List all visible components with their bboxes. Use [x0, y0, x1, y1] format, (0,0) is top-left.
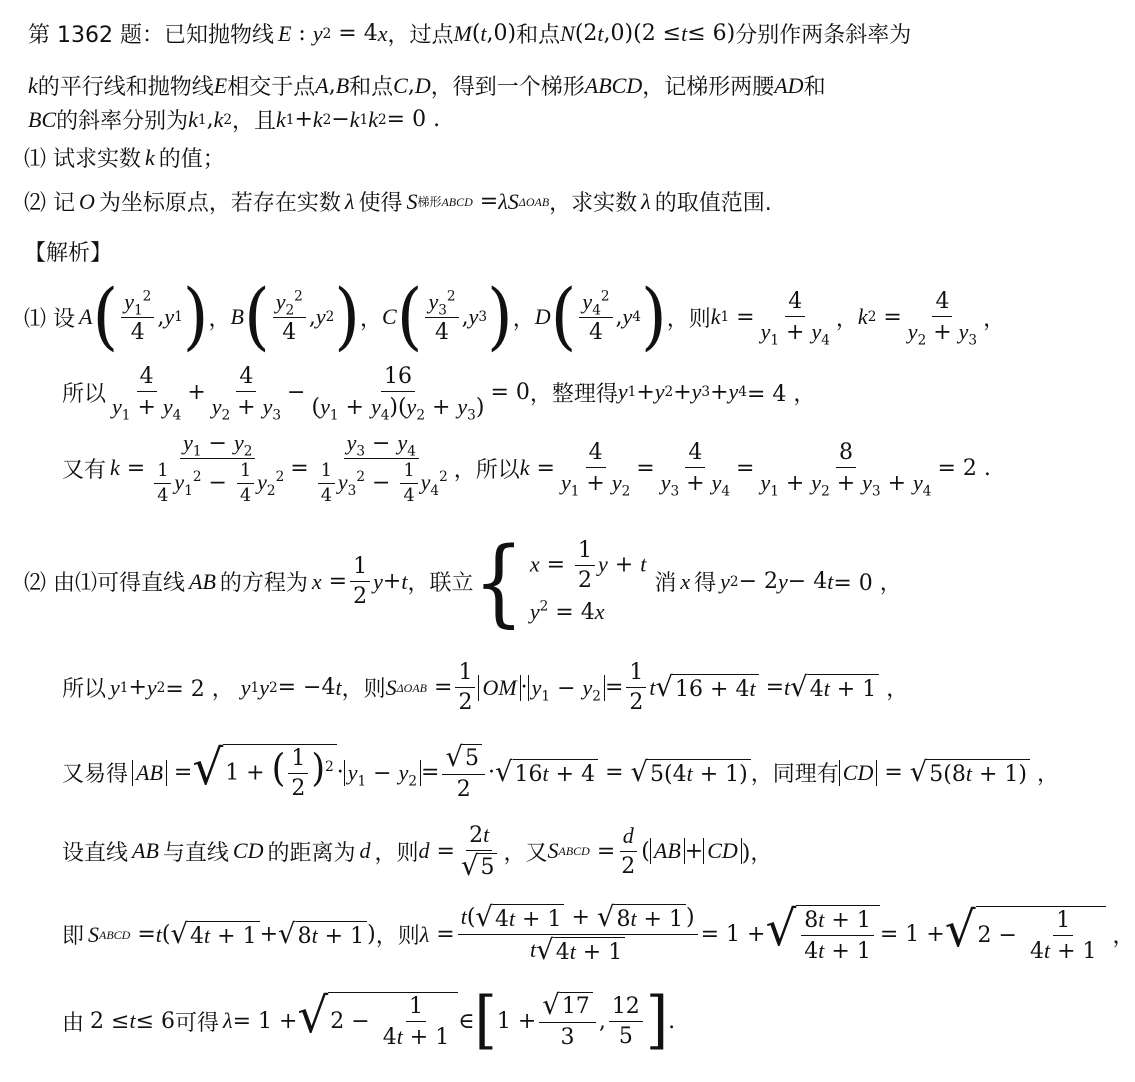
solution-part2-line3: 又易得 AB = √ 1 + ( $\frac{1}{2}$ )$^2$ · $y_1 - y_2$ = √ 5 2 · √ 16t + 4 = √ 5(4t + 1) ，同理有 CD = √ 5(8t + 1) ， — [62, 740, 1059, 802]
problem-text: 的斜率分别为 — [56, 109, 189, 134]
question-2-text: ⑵ 记 — [24, 191, 75, 216]
problem-text: ，记梯形两腰 — [642, 75, 775, 100]
problem-mid: ，过点 — [387, 23, 454, 48]
part2-joint-text: ，联立 — [407, 571, 474, 596]
question-1-end: 的值； — [158, 147, 225, 172]
problem-text: ，且 — [232, 109, 277, 134]
problem-and: 和点 — [516, 23, 561, 48]
same-text: ，同理有 — [750, 762, 839, 788]
also-have-text: 又有 — [62, 457, 107, 483]
solution-part1-line2: 所以 $\frac{4}{y_1 + y_4}$ + $\frac{4}{y_2 + y_3}$ − $\frac{16}{(y_1 + y_4)(y_2 + y_3)}$ = 0 ，整理得 y 1 + y 2 + y 3 + y 4 = 4 ， — [62, 364, 816, 424]
so-text-2: 所以 — [62, 677, 107, 702]
problem-line-3: BC 的斜率分别为 k 1 , k 2 ，且 k 1 + k 2 − k 1 k 2 = 0 . — [28, 104, 440, 135]
part2-get-text: 得 — [694, 571, 717, 596]
solution-part2-line6: 由 2 ≤ t ≤ 6 可得 λ = 1 + √ 2 − $\frac{1}{4t + 1}$ ∈ [ 1 + √ 17 3 , $\frac{12}{5}$ ] . — [62, 984, 676, 1057]
part2-eq-text: 的方程为 — [219, 571, 308, 596]
question-2-text: 为坐标原点，若存在实数 — [98, 191, 341, 216]
so-text: 所以 — [62, 381, 107, 407]
solution-part2-line1: ⑵ 由⑴可得直线 AB 的方程为 x = $\frac{1}{2}$ y + t ，联立 { x = $\frac{1}{2}$ y + t $y^2 = 4x$ 消 x 得 y 2 − 2 y − 4 t = 0 ， — [24, 525, 902, 638]
ie-text: 即 — [62, 924, 85, 949]
dist-text: 与直线 — [162, 840, 229, 866]
part2-label: ⑵ 由⑴可得直线 — [24, 571, 185, 596]
from-get-text: 可得 — [175, 1010, 220, 1036]
problem-text: 的平行线和抛物线 — [37, 75, 214, 100]
part2-elim-text: 消 — [654, 571, 677, 596]
problem-lead: 第 1362 题：已知抛物线 — [28, 23, 274, 48]
ie-then-text: ，则 — [375, 924, 420, 949]
so-k-text: ，所以 — [453, 457, 520, 483]
part2-then-text: ，则 — [341, 677, 386, 702]
problem-line-1: 第 1362 题：已知抛物线 E : y 2 = 4 x ，过点 M ( t ,0) 和点 N (2 t ,0)(2 ≤ t ≤ 6) 分别作两条斜率为 — [28, 18, 911, 49]
question-1-text: ⑴ 试求实数 — [24, 147, 141, 172]
solution-header-text: 【解析】 — [24, 241, 113, 266]
problem-text: 相交于点 — [227, 75, 316, 100]
part1-then: ，则 — [666, 306, 711, 332]
dist-text: ，则 — [374, 840, 419, 866]
question-2-text: ，求实数 — [549, 191, 638, 216]
problem-text: ，得到一个梯形 — [430, 75, 585, 100]
problem-text: 和点 — [349, 75, 394, 100]
dist-text: 设直线 — [62, 840, 129, 866]
solution-part1-line1: ⑴ 设 A ( $\frac{y_1^2}{4}$ , y 1 ) ， B ( $\frac{y_2^2}{4}$ , y 2 ) ， C ( $\frac{y_3^2}{4}$ , y 3 ) ， D ( $\frac{y_4^2}{4}$ , y 4 ) ，则 k 1 = $\frac{4}{y_1 + y_4}$ ， k 2 = $\frac{4}{y_2 + y_3}$ ， — [24, 274, 1006, 359]
solution-header — [24, 236, 112, 267]
from-text: 由 — [62, 1010, 85, 1036]
easy-text: 又易得 — [62, 762, 129, 788]
problem-end: 分别作两条斜率为 — [735, 23, 912, 48]
problem-text: 和 — [803, 75, 826, 100]
part1-label: ⑴ 设 — [24, 306, 75, 332]
question-2-text: 使得 — [358, 191, 403, 216]
solution-part2-line2: 所以 y 1 + y 2 = 2 ， y 1 y 2 = −4 t ，则 S ΔOAB = $\frac{1}{2}$ OM · $y_1 - y_2$ = $\frac{1}{2}$ t √ 16 + 4t = t √ 4t + 1 ， — [62, 660, 909, 715]
question-2: ⑵ 记 O 为坐标原点，若存在实数 λ 使得 S 梯形 ABCD = λS ΔOAB ，求实数 λ 的取值范围. — [24, 186, 772, 217]
problem-line-2: k 的平行线和抛物线 E 相交于点 A , B 和点 C , D ，得到一个梯形 ABCD ，记梯形两腰 AD 和 — [28, 70, 826, 101]
dist-text: ，又 — [503, 840, 548, 866]
solution-part2-line5: 即 S ABCD = t ( √ 4t + 1 + √ 8t + 1 ) ，则 λ = t( √ 4t + 1 + √ 8t + 1 ) t √ 4t + 1 = 1 + √ $\frac{8t + 1}{4t + 1}$ = 1 + √ 2 − $\frac{1}{4t + 1}$ ， — [62, 901, 1135, 966]
dist-text: 的距离为 — [267, 840, 356, 866]
simplify-text: ，整理得 — [529, 381, 618, 407]
question-2-text: 的取值范围. — [654, 191, 772, 216]
question-1: ⑴ 试求实数 k 的值； — [24, 142, 225, 173]
solution-part2-line4: 设直线 AB 与直线 CD 的距离为 d ，则 d = 2t √ 5 ，又 S ABCD = $\frac{d}{2}$ ( AB + CD )， — [62, 822, 773, 882]
solution-part1-line3: 又有 k = $y_1 - y_2$ $\frac{1}{4}$ $y_1^2$ − $\frac{1}{4}$ $y_2^2$ = $y_3 - y_4$ $\frac{1}{4}$ $y_3^2$ − $\frac{1}{4}$ $y_4^2$ ，所以 k = $\frac{4}{y_1 + y_2}$ = $\frac{4}{y_3 + y_4}$ = $\frac{8}{y_1 + y_2 + y_3 + y_4}$ = 2 . — [62, 430, 991, 506]
